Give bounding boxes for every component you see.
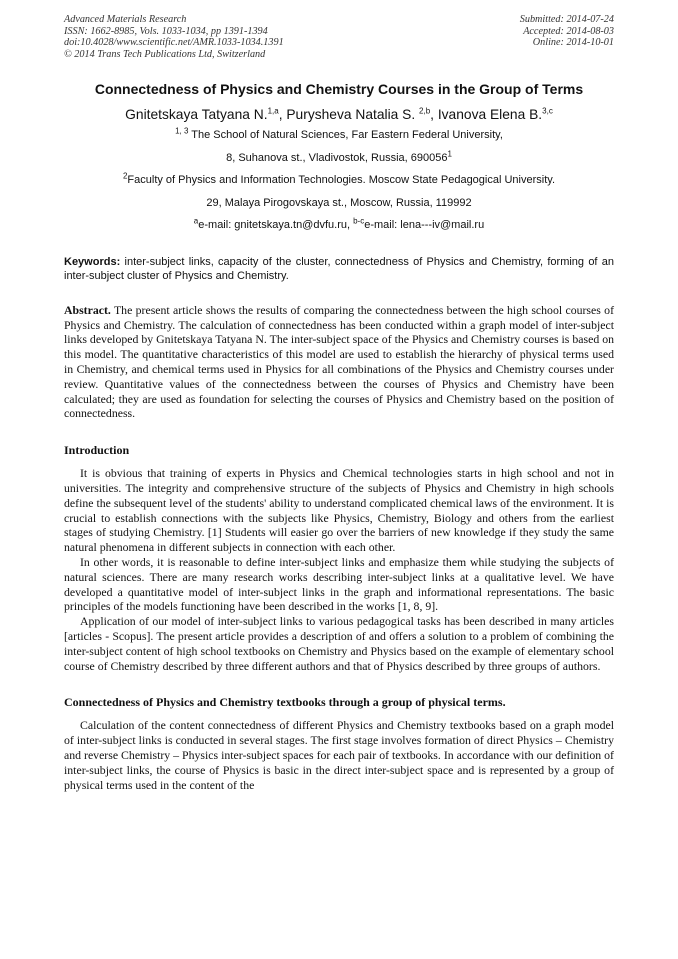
author-3-superscript: 3,c [542,106,553,116]
introduction-paragraph-2: In other words, it is reasonable to define inter-subject links and emphasize them while studying the subjects of natural sciences. There are many research works describing inter-subject links at a qualitative level. We have developed a quantitative model of inter-subject links in the graph and informational representations. The basic principles of the models functioning have been described in the works [1, 8, 9]. [64,555,614,614]
affiliation-1-address-superscript: 1 [447,149,452,159]
email-line [64,214,614,237]
author-2: Purysheva Natalia S. [286,107,420,123]
author-separator: , [278,107,287,123]
affiliation-1-superscript: 1, 3 [175,126,189,136]
affiliation-2-superscript: 2 [122,171,128,181]
keywords [64,255,614,283]
abstract-label: Abstract. [64,302,111,317]
journal-info [64,14,284,60]
affiliation-1-line-2 [64,147,614,170]
publication-dates [520,14,614,60]
email-bc: e-mail: lena---iv@mail.ru [364,219,485,232]
introduction-paragraph-3: Application of our model of inter-subject links to various pedagogical tasks has been described in many articles [articles - Scopus]. The present article provides a description of and offers a solution to a problem of combining the inter-subject content of high school textbooks on Chemistry and Physics based on the example of elementary school course of Chemistry described by three different authors and that of Physics described by three groups of authors. [64,614,614,673]
author-list [64,106,614,124]
introduction-paragraph-1: It is obvious that training of experts in Physics and Chemical technologies starts in high school and not in universities. The integrity and comprehensive structure of the subjects of Physics and Chemistry in high schools define the subsequent level of the students' ability to understand complicated chemical laws of the environment. It is crucial to establish connections with the subjects like Physics, Chemistry, Biology and others from the earliest stages of studying Chemistry. [1] Students will easier go over the barriers of new knowledge if they study the same natural phenomena in different subjects in connection with each other. [64,466,614,555]
author-1: Gnitetskaya Tatyana N. [125,107,268,123]
issn-line: ISSN: 1662-8985, Vols. 1033-1034, pp 1391-1394 [64,25,268,37]
keywords-text: inter-subject links, capacity of the cluster, connectedness of Physics and Chemistry, forming of an inter-subject cluster of Physics and Chemistry. [64,255,614,282]
email-a: e-mail: gnitetskaya.tn@dvfu.ru, [198,219,354,232]
journal-name: Advanced Materials Research [64,14,187,25]
affiliation-2-name: Faculty of Physics and Information Technologies. Moscow State Pedagogical University. [127,174,556,187]
author-separator: , [430,107,438,123]
copyright-line: © 2014 Trans Tech Publications Ltd, Switzerland [64,48,266,60]
publication-header [64,14,614,60]
affiliations [64,124,614,237]
introduction-heading: Introduction [64,443,130,458]
accepted-date: Accepted: 2014-08-03 [523,25,614,37]
paper-title: Connectedness of Physics and Chemistry Courses in the Group of Terms [94,81,584,98]
online-date: Online: 2014-10-01 [532,37,614,49]
paper-page [64,14,614,792]
author-1-superscript: 1,a [267,106,279,116]
author-3: Ivanova Elena B. [437,107,543,123]
affiliation-2-line-2: 29, Malaya Pirogovskaya st., Moscow, Russia, 119992 [206,196,472,209]
keywords-label: Keywords: [64,255,121,268]
affiliation-1-line-1 [64,124,614,147]
section-2-paragraph-1: Calculation of the content connectedness of different Physics and Chemistry textbooks based on a graph model of inter-subject links is conducted in several stages. The first stage involves formation of direct Physics – Chemistry and reverse Chemistry – Physics inter-subject spaces for each pair of textbooks. In accordance with our definition of inter-subject links, the course of Physics is basic in the direct inter-subject space and is represented by a group of physical terms used in the content of the [64,718,614,792]
email-bc-superscript: b-c [353,216,365,226]
affiliation-1-address: 8, Suhanova st., Vladivostok, Russia, 690056 [226,151,448,164]
abstract-text: The present article shows the results of comparing the connectedness between the high school courses of Physics and Chemistry. The calculation of connectedness has been conducted within a graph model of inter-subject links developed by Gnitetskaya Tatyana N. The inter-subject space of the Physics and Chemistry courses is based on this model. The quantitative characteristics of this model are used to establish the hierarchy of physical terms used in Chemistry, and chemical terms used in Physics for all combinations of the Physics and Chemistry courses under review. Quantitative values of the connectedness between the courses of Physics and Chemistry have been calculated; they are used as foundation for selecting the courses of Physics and Chemistry based on the position of connectedness. [64,302,614,421]
abstract [64,303,614,421]
doi-line: doi:10.4028/www.scientific.net/AMR.1033-1034.1391 [64,37,284,49]
affiliation-2-line-1 [64,169,614,192]
section-2-heading: Connectedness of Physics and Chemistry textbooks through a group of physical terms. [64,695,506,710]
submitted-date: Submitted: 2014-07-24 [519,14,614,25]
affiliation-1-name: The School of Natural Sciences, Far Eastern Federal University, [188,129,503,142]
email-a-superscript: a [193,216,199,226]
author-2-superscript: 2,b [419,106,431,116]
